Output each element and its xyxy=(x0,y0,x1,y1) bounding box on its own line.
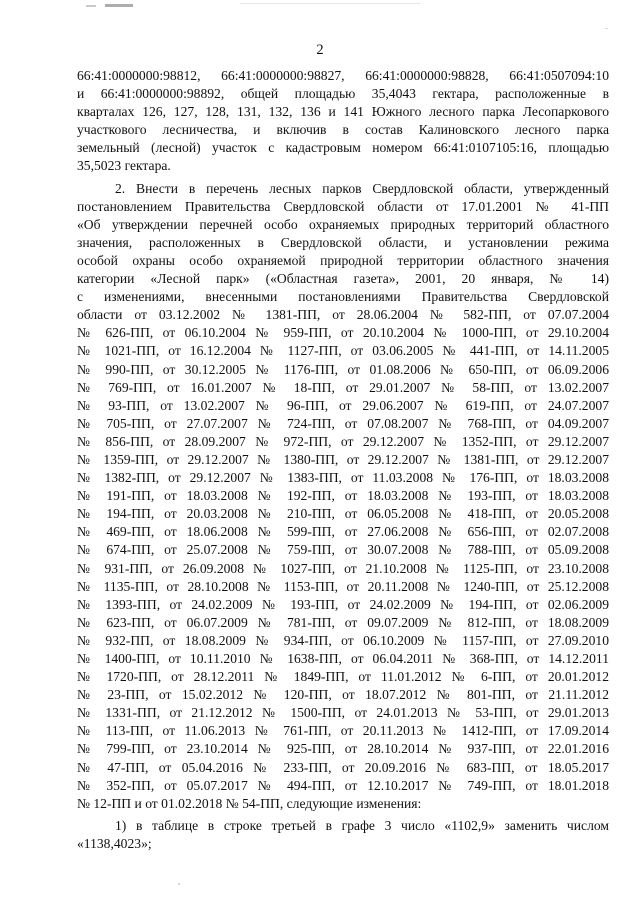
text-line: участкового лесничества, и включив в состав Калиновского лесного парка xyxy=(77,122,609,138)
text-line: № 12-ПП и от 01.02.2018 № 54-ПП, следующие изменения: xyxy=(77,795,422,811)
text-line: категории «Лесной парк» («Областная газета», 2001, 20 января, № 14) xyxy=(77,271,609,287)
text-line: № 769-ПП, от 16.01.2007 № 18-ПП, от 29.01.2007 № 58-ПП, от 13.02.2007 xyxy=(77,379,609,395)
text-line: № 1135-ПП, от 28.10.2008 № 1153-ПП, от 20.11.2008 № 1240-ПП, от 25.12.2008 xyxy=(77,578,609,594)
page-number: 2 xyxy=(316,42,324,58)
text-line: № 1359-ПП, от 29.12.2007 № 1380-ПП, от 29.12.2007 № 1381-ПП, от 29.12.2007 xyxy=(77,451,609,467)
scan-artifact xyxy=(86,5,96,7)
text-line: № 990-ПП, от 30.12.2005 № 1176-ПП, от 01.08.2006 № 650-ПП, от 06.09.2006 xyxy=(77,361,609,377)
text-line: № 469-ПП, от 18.06.2008 № 599-ПП, от 27.06.2008 № 656-ПП, от 02.07.2008 xyxy=(77,524,609,540)
text-line: 66:41:0000000:98812, 66:41:0000000:98827, 66:41:0000000:98828, 66:41:0507094:10 xyxy=(77,68,609,83)
text-line: № 113-ПП, от 11.06.2013 № 761-ПП, от 20.11.2013 № 1412-ПП, от 17.09.2014 xyxy=(77,723,609,739)
text-line: № 93-ПП, от 13.02.2007 № 96-ПП, от 29.06.2007 № 619-ПП, от 24.07.2007 xyxy=(77,397,609,413)
text-line: № 191-ПП, от 18.03.2008 № 192-ПП, от 18.03.2008 № 193-ПП, от 18.03.2008 xyxy=(77,488,609,504)
text-line: 35,5023 гектара. xyxy=(77,158,171,174)
scan-artifact xyxy=(105,4,133,7)
text-line: 1) в таблице в строке третьей в графе 3 число «1102,9» заменить числом xyxy=(115,817,609,833)
text-line: № 856-ПП, от 28.09.2007 № 972-ПП, от 29.12.2007 № 1352-ПП, от 29.12.2007 xyxy=(77,433,609,449)
document-body xyxy=(77,67,609,853)
scan-artifact xyxy=(240,3,420,4)
text-line: особой охраны особо охраняемой природной территории областного значения xyxy=(77,252,609,268)
text-line: № 626-ПП, от 06.10.2004 № 959-ПП, от 20.10.2004 № 1000-ПП, от 29.10.2004 xyxy=(77,325,609,341)
text-line: земельный (лесной) участок с кадастровым номером 66:41:0107105:16, площадью xyxy=(77,140,609,156)
text-line: № 932-ПП, от 18.08.2009 № 934-ПП, от 06.10.2009 № 1157-ПП, от 27.09.2010 xyxy=(77,632,609,648)
text-line: и 66:41:0000000:98892, общей площадью 35,4043 гектара, расположенные в xyxy=(77,86,609,102)
text-line: № 1720-ПП, от 28.12.2011 № 1849-ПП, от 11.01.2012 № 6-ПП, от 20.01.2012 xyxy=(77,669,609,685)
text-line: кварталах 126, 127, 128, 131, 132, 136 и 141 Южного лесного парка Лесопаркового xyxy=(77,104,609,120)
text-line: № 47-ПП, от 05.04.2016 № 233-ПП, от 20.09.2016 № 683-ПП, от 18.05.2017 xyxy=(77,759,609,775)
text-line: с изменениями, внесенными постановлениями Правительства Свердловской xyxy=(77,289,609,305)
text-line: постановлением Правительства Свердловской области от 17.01.2001 № 41-ПП xyxy=(77,198,609,214)
text-line: № 1331-ПП, от 21.12.2012 № 1500-ПП, от 24.01.2013 № 53-ПП, от 29.01.2013 xyxy=(77,705,609,721)
text-line: № 1382-ПП, от 29.12.2007 № 1383-ПП, от 11.03.2008 № 176-ПП, от 18.03.2008 xyxy=(77,470,609,486)
text-line: № 23-ПП, от 15.02.2012 № 120-ПП, от 18.07.2012 № 801-ПП, от 21.11.2012 xyxy=(77,687,609,703)
scan-speck xyxy=(605,28,608,29)
text-line: № 194-ПП, от 20.03.2008 № 210-ПП, от 06.05.2008 № 418-ПП, от 20.05.2008 xyxy=(77,506,609,522)
text-line: № 931-ПП, от 26.09.2008 № 1027-ПП, от 21.10.2008 № 1125-ПП, от 23.10.2008 xyxy=(77,560,609,576)
text-line: № 623-ПП, от 06.07.2009 № 781-ПП, от 09.07.2009 № 812-ПП, от 18.08.2009 xyxy=(77,614,609,630)
text-line: области от 03.12.2002 № 1381-ПП, от 28.06.2004 № 582-ПП, от 07.07.2004 xyxy=(77,307,609,323)
text-line: № 705-ПП, от 27.07.2007 № 724-ПП, от 07.08.2007 № 768-ПП, от 04.09.2007 xyxy=(77,415,609,431)
text-line: № 799-ПП, от 23.10.2014 № 925-ПП, от 28.10.2014 № 937-ПП, от 22.01.2016 xyxy=(77,741,609,757)
text-line: № 352-ПП, от 05.07.2017 № 494-ПП, от 12.10.2017 № 749-ПП, от 18.01.2018 xyxy=(77,777,609,793)
text-line: «1138,4023»; xyxy=(77,835,152,851)
text-line: № 1400-ПП, от 10.11.2010 № 1638-ПП, от 06.04.2011 № 368-ПП, от 14.12.2011 xyxy=(77,651,609,666)
text-line: «Об утверждении перечней особо охраняемых природных территорий областного xyxy=(77,216,609,232)
text-line: № 1021-ПП, от 16.12.2004 № 1127-ПП, от 03.06.2005 № 441-ПП, от 14.11.2005 xyxy=(77,343,609,359)
text-line: № 674-ПП, от 25.07.2008 № 759-ПП, от 30.07.2008 № 788-ПП, от 05.09.2008 xyxy=(77,542,609,558)
text-line: № 1393-ПП, от 24.02.2009 № 193-ПП, от 24.02.2009 № 194-ПП, от 02.06.2009 xyxy=(77,596,609,612)
text-line: значения, расположенных в Свердловской области, и установлении режима xyxy=(77,234,609,250)
text-line: 2. Внести в перечень лесных парков Свердловской области, утвержденный xyxy=(115,180,609,196)
scan-speck xyxy=(178,883,180,885)
